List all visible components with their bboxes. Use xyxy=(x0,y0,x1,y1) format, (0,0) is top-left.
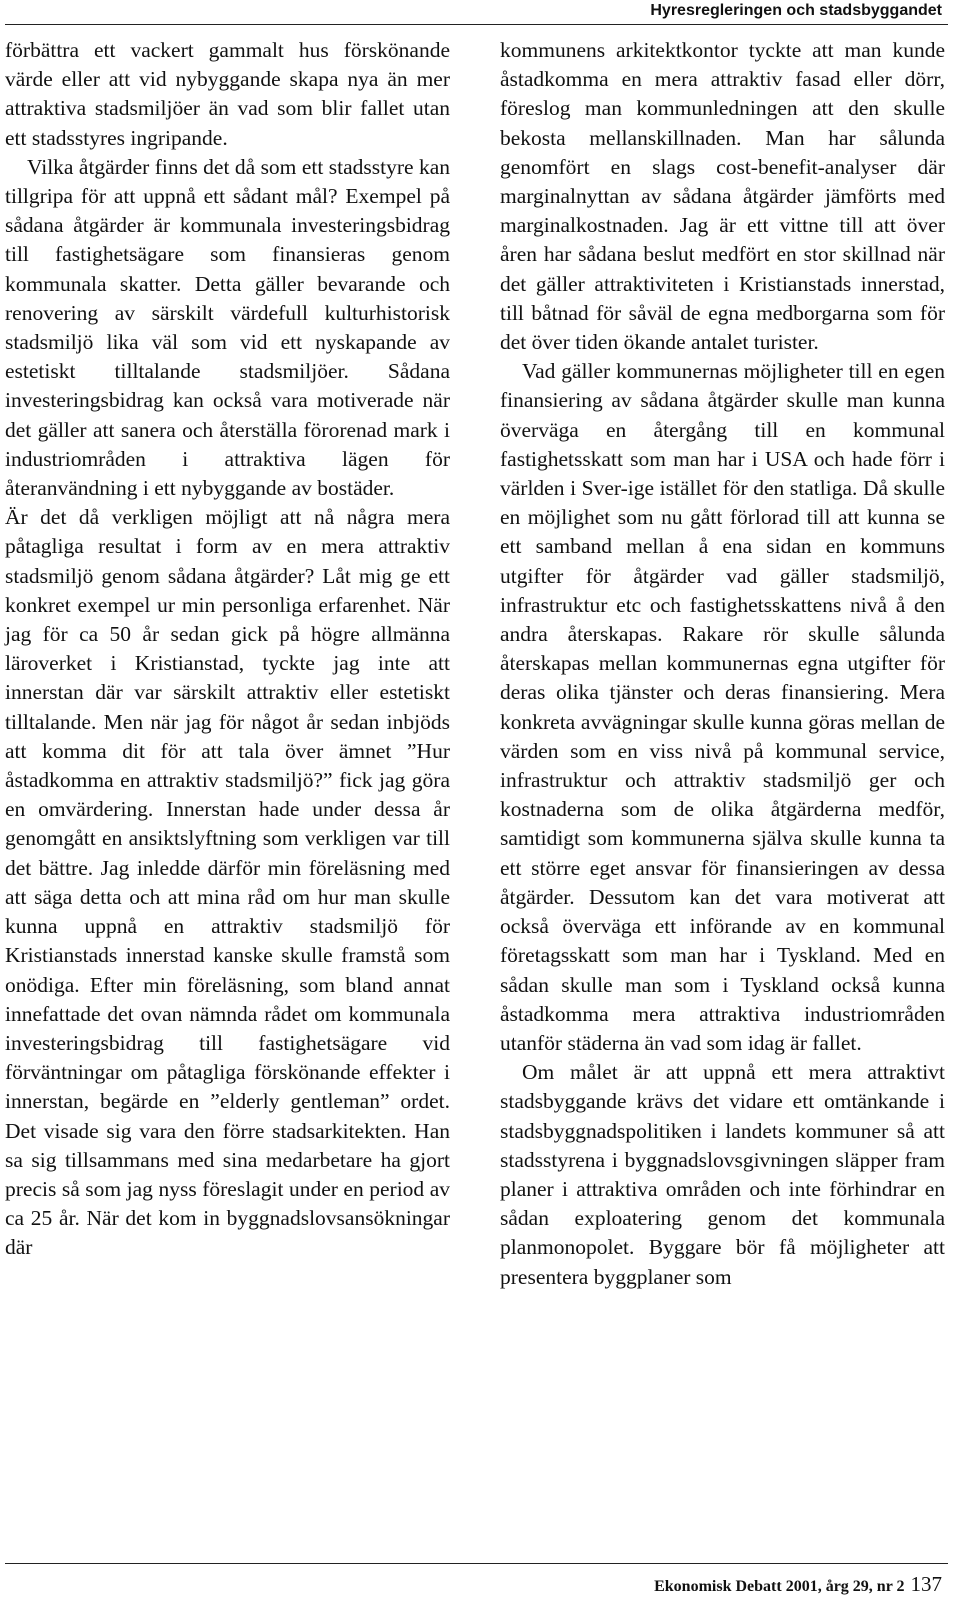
paragraph: Om målet är att uppnå ett mera attraktivt stadsbyggande krävs det vidare ett omtänkande i stadsbyggnadspolitiken i landets kommuner så att stadsstyrena i byggnadslovsgivningen släpper fram planer i attraktiva områden och inte förhindrar en sådan exploatering genom det kommunala planmonopolet. Byggare bör få möjligheter att presentera byggplaner som xyxy=(500,1060,945,1289)
header-rule xyxy=(5,24,948,25)
paragraph: Vad gäller kommunernas möjligheter till en egen finansiering av sådana åtgärder skulle man kunna överväga en återgång till en kommunal fastighetsskatt som man har i USA och hade förr i världen i Sver-ige istället för den statliga. Då skulle en möjlighet som nu gått förlorad till att kunna se ett samband mellan å ena sidan en kommuns utgifter för åtgärder vad gäller stadsmiljö, infrastruktur etc och fastighetsskattens nivå å den andra återskapas. Rakare rör skulle sålunda återskapas mellan kommunernas egna utgifter för deras olika tjänster och deras finansiering. Mera konkreta avvägningar skulle kunna göras mellan de värden som en viss nivå på kommunal service, infrastruktur och attraktiv stadsmiljö ger och kostnaderna som de olika åtgärderna medför, samtidigt som kommunerna själva skulle kunna ta ett större eget ansvar för finansieringen av dessa åtgärder. Dessutom kan det vara motiverat att också överväga ett införande av en kommunal företagsskatt som man har i Tyskland. Med en sådan skulle man som i Tyskland också kunna åstadkomma mera attraktiva industriområden utanför städerna än vad som idag är fallet. xyxy=(500,359,945,1055)
paragraph: Vilka åtgärder finns det då som ett stadsstyre kan tillgripa för att uppnå ett sådant mål? Exempel på sådana åtgärder är kommunala investeringsbidrag till fastighetsägare som finansieras genom kommunala skatter. Detta gäller bevarande och renovering av särskilt värdefull kulturhistorisk stadsmiljö lika väl som vid ett nyskapande av estetiskt tilltalande stadsmiljöer. Sådana investeringsbidrag kan också vara motiverade när det gäller att sanera och återställa förorenad mark i industriområden i attraktiva lägen för återanvändning i ett nybyggande av bostäder. xyxy=(5,154,450,501)
left-column xyxy=(5,36,450,1263)
page-footer xyxy=(654,1573,942,1598)
right-column xyxy=(500,36,945,1292)
running-header: Hyresregleringen och stadsbyggandet xyxy=(650,2,942,19)
page-number: 137 xyxy=(910,1572,942,1596)
paragraph: Är det då verkligen möjligt att nå några mera påtagliga resultat i form av en mera attraktiv stadsmiljö genom sådana åtgärder? Låt mig ge ett konkret exempel ur min personliga erfarenhet. När jag för ca 50 år sedan gick på högre allmänna läroverket i Kristianstad, tyckte jag inte att innerstan där var särskilt attraktiv eller estetiskt tilltalande. Men när jag för något år sedan inbjöds att komma dit för att tala över ämnet ”Hur åstadkomma en attraktiv stadsmiljö?” fick jag göra en omvärdering. Innerstan hade under dessa år genomgått en ansiktslyftning som verkligen var till det bättre. Jag inledde därför min föreläsning med att säga detta och att mina råd om hur man skulle kunna uppnå en attraktiv stadsmiljö för Kristianstads innerstad kanske skulle framstå som onödiga. Efter min föreläsning, som bland annat innefattade det ovan nämnda rådet om kommunala investeringsbidrag till fastighetsägare vid förväntningar om påtagliga förskönande effekter i innerstan, begärde en ”elderly gentleman” ordet. Det visade sig vara den förre stadsarkitekten. Han sa sig tillsammans med sina medarbetare ha gjort precis så som jag nyss föreslagit under en period av ca 25 år. När det kom in byggnadslovsansökningar där xyxy=(5,505,450,1260)
journal-citation: Ekonomisk Debatt 2001, årg 29, nr 2 xyxy=(654,1578,905,1595)
footer-rule xyxy=(5,1563,948,1564)
paragraph: kommunens arkitektkontor tyckte att man kunde åstadkomma en mera attraktiv fasad eller dörr, föreslog man kommunledningen att den skulle bekosta mellanskillnaden. Man har sålunda genomfört en slags cost-benefit-analyser där marginalnyttan av sådana åtgärder jämförts med marginalkostnaden. Jag är ett vittne till att över åren har sådana beslut medfört en stor skillnad när det gäller attraktiviteten i Kristianstads innerstad, till båtnad för såväl de egna medborgarna som för det över tiden ökande antalet turister. xyxy=(500,38,945,355)
paragraph: förbättra ett vackert gammalt hus förskönande värde eller att vid nybyggande skapa nya än mer attraktiva stadsmiljöer än vad som blir fallet utan ett stadsstyres ingripande. xyxy=(5,38,450,150)
